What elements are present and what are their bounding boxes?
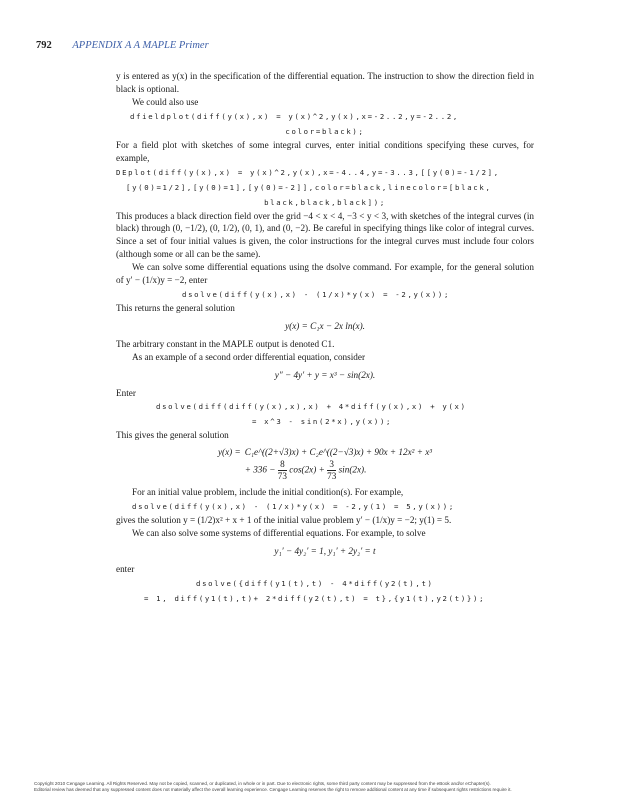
code-line: black,black,black]); bbox=[264, 197, 386, 207]
paragraph: enter bbox=[116, 563, 135, 574]
paragraph: y is entered as y(x) in the specification of the differential equation. The instruction to show the direction field in black is optional. bbox=[116, 71, 534, 94]
paragraph: For an initial value problem, include the initial condition(s). For example, bbox=[132, 487, 404, 498]
equation: y(x) = C₁x − 2x ln(x). bbox=[285, 320, 365, 331]
fraction: $\frac{8}{73}$ bbox=[277, 459, 287, 482]
equation-rhs: C₁e^((2+√3)x) + C₂e^((2−√3)x) + 90x + 12x² + x³ bbox=[244, 447, 433, 458]
copyright-footer bbox=[34, 781, 512, 793]
code-line: dsolve(diff(y(x),x) - (1/x)*y(x) = -2,y(1) = 5,y(x)); bbox=[132, 502, 455, 512]
fraction: $\frac{3}{73}$ bbox=[327, 459, 337, 482]
paragraph: This produces a black direction field over the grid −4 < x < 4, −3 < y < 3, with sketches of the integral curves (in black) through (0, −1/2), (0, 1/2), (0, 1), and (0, −2). Be careful in specifying things like color of integral curves. Since a set of four initial values is given, the color instructions for the integral curves must include four colors (although some or all can be the same). bbox=[116, 210, 534, 260]
general-solution-equation bbox=[216, 446, 434, 482]
code-line: = x^3 - sin(2*x),y(x)); bbox=[252, 417, 393, 427]
code-line: dsolve({diff(y1(t),t) - 4*diff(y2(t),t) bbox=[196, 578, 434, 588]
code-line: [y(0)=1/2],[y(0)=1],[y(0)=-2]],color=black,linecolor=[black, bbox=[126, 182, 492, 192]
paragraph: Enter bbox=[116, 387, 136, 398]
equation-term: sin(2x). bbox=[338, 464, 367, 475]
equation-term: + 336 − bbox=[244, 464, 276, 475]
equation-term: cos(2x) + bbox=[289, 464, 325, 475]
equation: y″ − 4y′ + y = x³ − sin(2x). bbox=[274, 369, 376, 380]
paragraph: We could also use bbox=[132, 96, 199, 107]
footer-line: Editorial review has deemed that any suppressed content does not materially affect the overall learning experience. Cengage Learning reserves the right to remove additional content at any time if subsequent rights restrictions require it. bbox=[34, 787, 512, 792]
paragraph: As an example of a second order differential equation, consider bbox=[132, 351, 366, 362]
paragraph: This returns the general solution bbox=[116, 302, 235, 313]
code-line: DEplot(diff(y(x),x) = y(x)^2,y(x),x=-4..4,y=-3..3,[[y(0)=-1/2], bbox=[116, 167, 500, 177]
footer-line: Copyright 2010 Cengage Learning. All Rights Reserved. May not be copied, scanned, or duplicated, in whole or in part. Due to electronic rights, some third party content may be suppressed from the eBook and/or eChapter(s). bbox=[34, 781, 491, 786]
running-title: APPENDIX A A MAPLE Primer bbox=[72, 40, 209, 51]
code-line: dfieldplot(diff(y(x),x) = y(x)^2,y(x),x=-2..2,y=-2..2, bbox=[130, 111, 460, 121]
paragraph: This gives the general solution bbox=[116, 430, 229, 441]
page-header bbox=[36, 40, 209, 51]
code-line: = 1, diff(y1(t),t)+ 2*diff(y2(t),t) = t},{y1(t),y2(t)}); bbox=[144, 593, 486, 603]
code-line: dsolve(diff(y(x),x) - (1/x)*y(x) = -2,y(x)); bbox=[182, 289, 451, 299]
equation: y₁′ − 4y₂′ = 1, y₁′ + 2y₂′ = t bbox=[274, 545, 376, 556]
equation-lhs: y(x) = bbox=[217, 447, 241, 458]
paragraph: For a field plot with sketches of some integral curves, enter initial conditions specifying these curves, for example, bbox=[116, 139, 534, 163]
code-line: color=black); bbox=[285, 126, 365, 136]
page-number: 792 bbox=[36, 40, 52, 51]
paragraph: The arbitrary constant in the MAPLE output is denoted C1. bbox=[116, 338, 335, 349]
page-body bbox=[116, 70, 534, 606]
code-line: dsolve(diff(diff(y(x),x),x) + 4*diff(y(x),x) + y(x) bbox=[156, 402, 467, 412]
paragraph: We can also solve some systems of differential equations. For example, to solve bbox=[132, 528, 426, 539]
paragraph: gives the solution y = (1/2)x² + x + 1 of the initial value problem y′ − (1/x)y = −2; y(1) = 5. bbox=[116, 515, 452, 526]
paragraph: We can solve some differential equations using the dsolve command. For example, for the general solution of y′ − (1/x)y = −2, enter bbox=[116, 262, 534, 286]
